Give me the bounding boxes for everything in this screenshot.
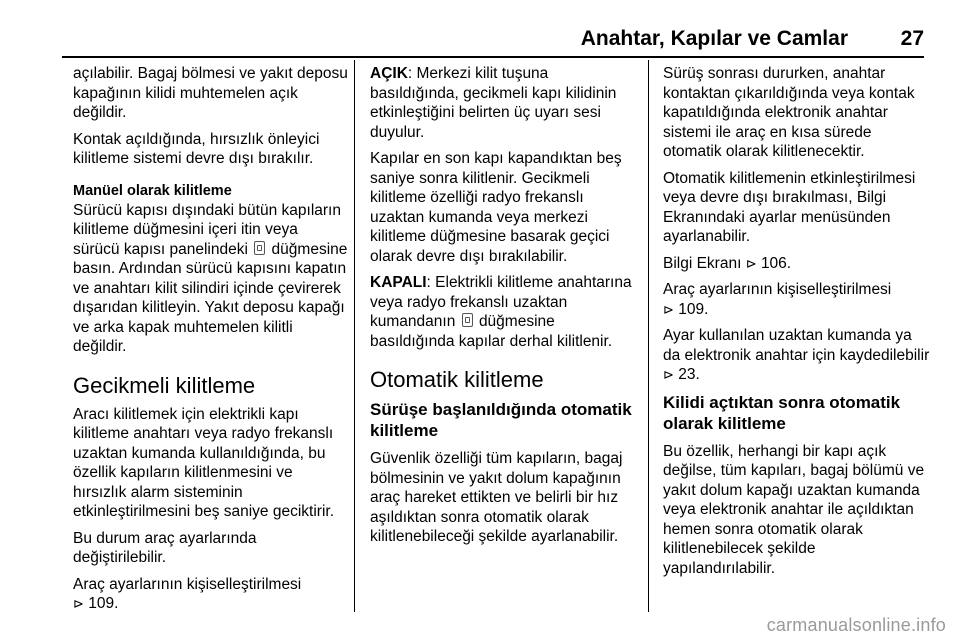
text: Araç ayarlarının kişiselleştirilmesi <box>663 281 892 298</box>
paragraph: Otomatik kilitlemenin etkinleştirilmesi veya devre dışı bırakılması, Bilgi Ekranındaki ayarlar menüsünden ayarlanabilir. <box>663 169 916 245</box>
text: Bilgi Ekranı <box>663 254 742 272</box>
page-reference[interactable]: 23. <box>678 366 700 383</box>
page-header-title: Anahtar, Kapılar ve Camlar <box>580 27 848 50</box>
column-2 <box>370 64 635 554</box>
paragraph: Güvenlik özelliği tüm kapıların, bagaj bölmesinin ve yakıt dolum kapağının araç hareket ettikten ve belirli bir hız aşıldıktan sonra otomatik olarak kilitlenebileceği şekilde ayarlanabilir. <box>370 450 623 545</box>
paragraph: Sürüş sonrası dururken, anahtar kontaktan çıkarıldığında veya kontak kapatıldığında elektronik anahtar sistemi ile araç en kısa sürede otomatik olarak kilitlenecektir. <box>663 65 915 160</box>
keyword-on: AÇIK <box>370 65 408 82</box>
paragraph <box>370 64 635 142</box>
paragraph <box>663 254 931 274</box>
text: : Elektrikli kilitleme anahtarına veya radyo frekanslı uzaktan kumandanın <box>370 274 632 330</box>
paragraph <box>663 280 931 319</box>
text: Ayar kullanılan uzaktan kumanda ya da elektronik anahtar için kaydedilebilir <box>663 327 930 364</box>
paragraph: Bu özellik, herhangi bir kapı açık değilse, tüm kapıları, bagaj bölümü ve yakıt dolum kapağı uzaktan kumanda veya elektronik anahtar ile açıldıktan hemen sonra otomatik olarak kilitlenebilecek şekilde yapılandırılabilir. <box>663 442 925 577</box>
header-rule <box>62 56 924 58</box>
paragraph <box>73 201 348 357</box>
column-divider <box>648 60 649 612</box>
paragraph <box>370 273 635 351</box>
section-heading-delayed-locking: Gecikmeli kilitleme <box>73 372 256 398</box>
page-reference[interactable]: 109. <box>88 595 119 612</box>
paragraph <box>663 326 931 385</box>
column-divider <box>354 60 355 612</box>
page-reference-arrow-icon: ⊳ <box>73 596 84 611</box>
subheading-lock-after-unlock: Kilidi açtıktan sonra otomatik olarak kilitleme <box>663 392 901 433</box>
page-reference[interactable]: 109. <box>678 300 709 318</box>
paragraph: Bu durum araç ayarlarında değiştirilebilir. <box>73 529 257 566</box>
text: düğmesine basıldığında kapılar derhal kilitlenir. <box>370 313 613 350</box>
paragraph: Aracı kilitlemek için elektrikli kapı kilitleme anahtarı veya radyo frekanslı uzaktan kumanda kullanıldığında, bu özellik kapıların kilitlenmesini ve hırsızlık alarm sisteminin etkinleştirilmesini beş saniye geciktirir. <box>73 405 335 520</box>
keyword-off: KAPALI <box>370 274 427 291</box>
page-reference[interactable]: 106. <box>760 254 792 272</box>
paragraph: açılabilir. Bagaj bölmesi ve yakıt deposu kapağının kilidi muhtemelen açık değildir. <box>73 65 348 121</box>
lock-icon <box>254 241 265 255</box>
column-1 <box>73 64 348 621</box>
paragraph: Kapılar en son kapı kapandıktan beş saniye sonra kilitlenir. Gecikmeli kilitleme özelliği radyo frekanslı uzaktan kumanda veya merkezi kilitleme düğmesine basarak geçici olarak devre dışı bırakılabilir. <box>370 150 622 265</box>
lock-icon <box>462 313 473 327</box>
section-heading-automatic-locking: Otomatik kilitleme <box>370 367 544 392</box>
subheading-drive-locking: Sürüşe başlanıldığında otomatik kilitleme <box>370 400 632 440</box>
watermark: carmanualsonline.info <box>766 615 946 635</box>
text: Sürücü kapısı dışındaki bütün kapıların kilitleme düğmesini içeri itin veya sürücü kapısı panelindeki <box>73 201 341 258</box>
subheading-manual-locking: Manüel olarak kilitleme <box>73 182 232 199</box>
page-number: 27 <box>900 27 924 50</box>
paragraph: Kontak açıldığında, hırsızlık önleyici kilitleme sistemi devre dışı bırakılır. <box>73 130 320 167</box>
text: Araç ayarlarının kişiselleştirilmesi <box>73 575 302 593</box>
text: düğmesine basın. Ardından sürücü kapısını kapatın ve anahtarı kilit silindiri içinde çevirerek dışarıdan kilitleyin. Yakıt deposu kapağı ve arka kapak muhtemelen kilitli değildir. <box>73 240 348 355</box>
paragraph <box>73 575 348 614</box>
column-3 <box>663 64 931 585</box>
page-reference-arrow-icon: ⊳ <box>745 255 757 271</box>
page-reference-arrow-icon: ⊳ <box>663 301 674 317</box>
text: : Merkezi kilit tuşuna basıldığında, gecikmeli kapı kilidinin etkinleştiğini belirten üç uyarı sesi duyulur. <box>370 65 617 141</box>
page-reference-arrow-icon: ⊳ <box>663 367 674 382</box>
